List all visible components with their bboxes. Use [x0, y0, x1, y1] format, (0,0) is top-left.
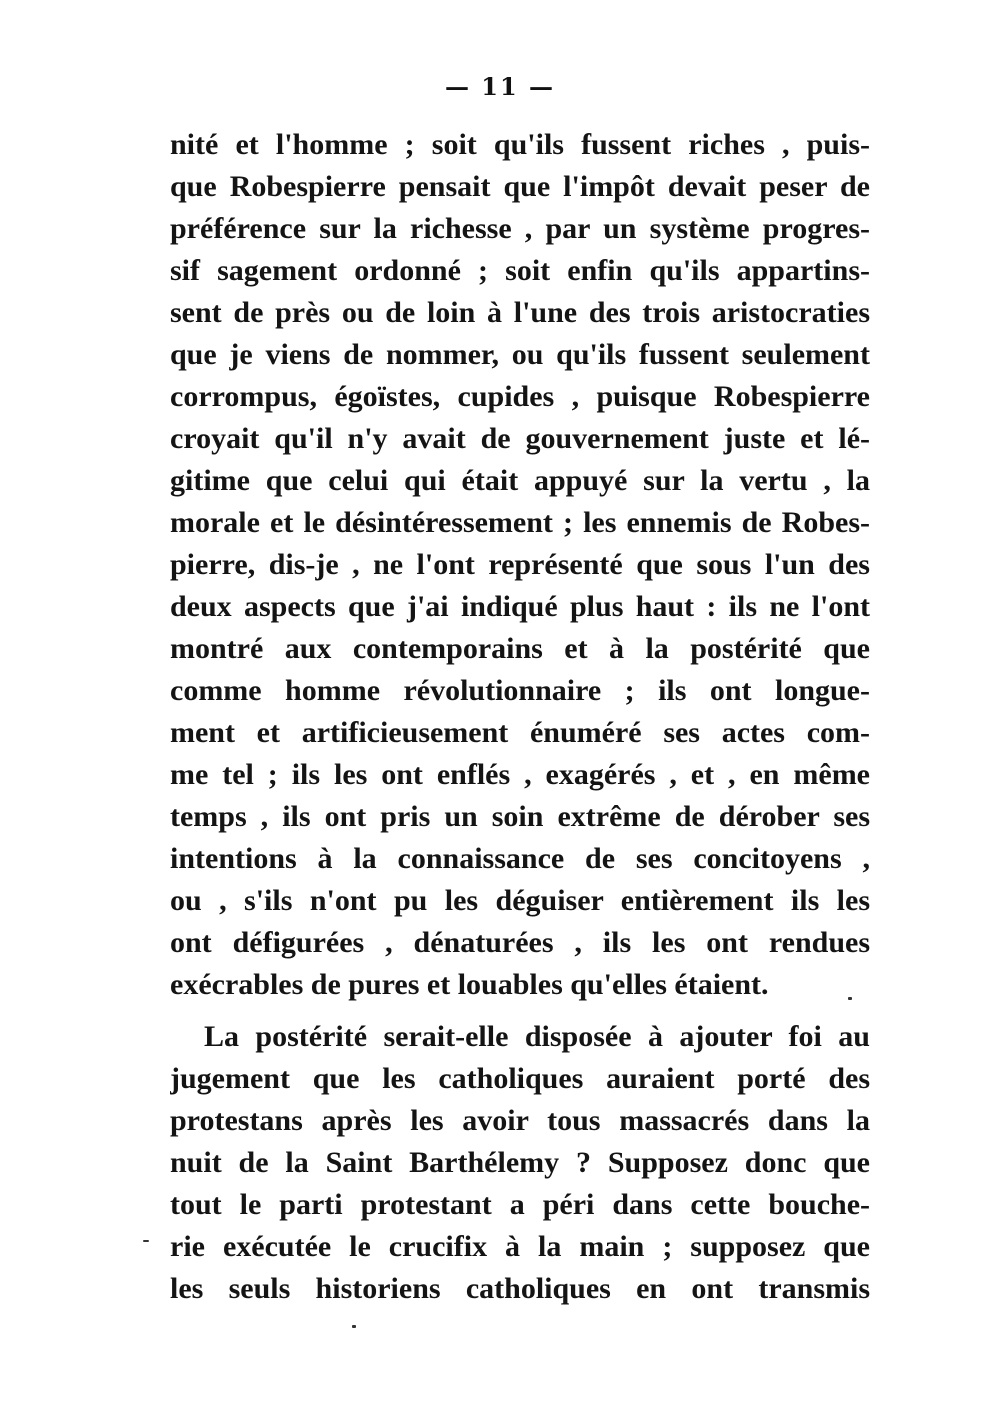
print-speck [848, 997, 852, 1000]
text-line: que je viens de nommer, ou qu'ils fussent seulement [170, 338, 870, 371]
text-line: tout le parti protestant a péri dans cette bouche- [170, 1188, 870, 1221]
text-line: intentions à la connaissance de ses concitoyens , [170, 842, 870, 875]
text-line: gitime que celui qui était appuyé sur la vertu , la [170, 464, 870, 497]
paragraph-1 [170, 124, 870, 1006]
text-line: me tel ; ils les ont enflés , exagérés , et , en même [170, 758, 870, 791]
text-line: temps , ils ont pris un soin extrême de dérober ses [170, 800, 870, 833]
text-line: sent de près ou de loin à l'une des trois aristocraties [170, 296, 870, 329]
paragraph-spacer [170, 1006, 870, 1016]
body-text [170, 124, 870, 1310]
text-line: pierre, dis-je , ne l'ont représenté que sous l'un des [170, 548, 870, 581]
text-line: montré aux contemporains et à la postérité que [170, 632, 870, 665]
text-line: les seuls historiens catholiques en ont transmis [170, 1272, 870, 1305]
text-line: nité et l'homme ; soit qu'ils fussent riches , puis- [170, 128, 870, 161]
text-line: exécrables de pures et louables qu'elles étaient. [170, 968, 769, 1001]
text-line: ont défigurées , dénaturées , ils les ont rendues [170, 926, 870, 959]
text-line: jugement que les catholiques auraient porté des [170, 1062, 870, 1095]
text-line: préférence sur la richesse , par un système progres- [170, 212, 870, 245]
text-line: rie exécutée le crucifix à la main ; supposez que [170, 1230, 870, 1263]
text-line: La postérité serait-elle disposée à ajouter foi au [204, 1020, 870, 1053]
text-line: croyait qu'il n'y avait de gouvernement juste et lé- [170, 422, 870, 455]
page-number: — 11 — [444, 72, 556, 101]
text-line: protestans après les avoir tous massacrés dans la [170, 1104, 870, 1137]
text-line: ment et artificieusement énuméré ses actes com- [170, 716, 870, 749]
text-line: corrompus, égoïstes, cupides , puisque Robespierre [170, 380, 870, 413]
print-speck [352, 1325, 356, 1328]
text-line: deux aspects que j'ai indiqué plus haut : ils ne l'ont [170, 590, 870, 623]
print-speck [143, 1240, 149, 1242]
text-line: ou , s'ils n'ont pu les déguiser entièrement ils les [170, 884, 870, 917]
text-line: morale et le désintéressement ; les ennemis de Robes- [170, 506, 870, 539]
text-line: sif sagement ordonné ; soit enfin qu'ils appartins- [170, 254, 870, 287]
paragraph-2 [170, 1016, 870, 1310]
text-line: que Robespierre pensait que l'impôt devait peser de [170, 170, 870, 203]
text-line: nuit de la Saint Barthélemy ? Supposez donc que [170, 1146, 870, 1179]
text-line: comme homme révolutionnaire ; ils ont longue- [170, 674, 870, 707]
